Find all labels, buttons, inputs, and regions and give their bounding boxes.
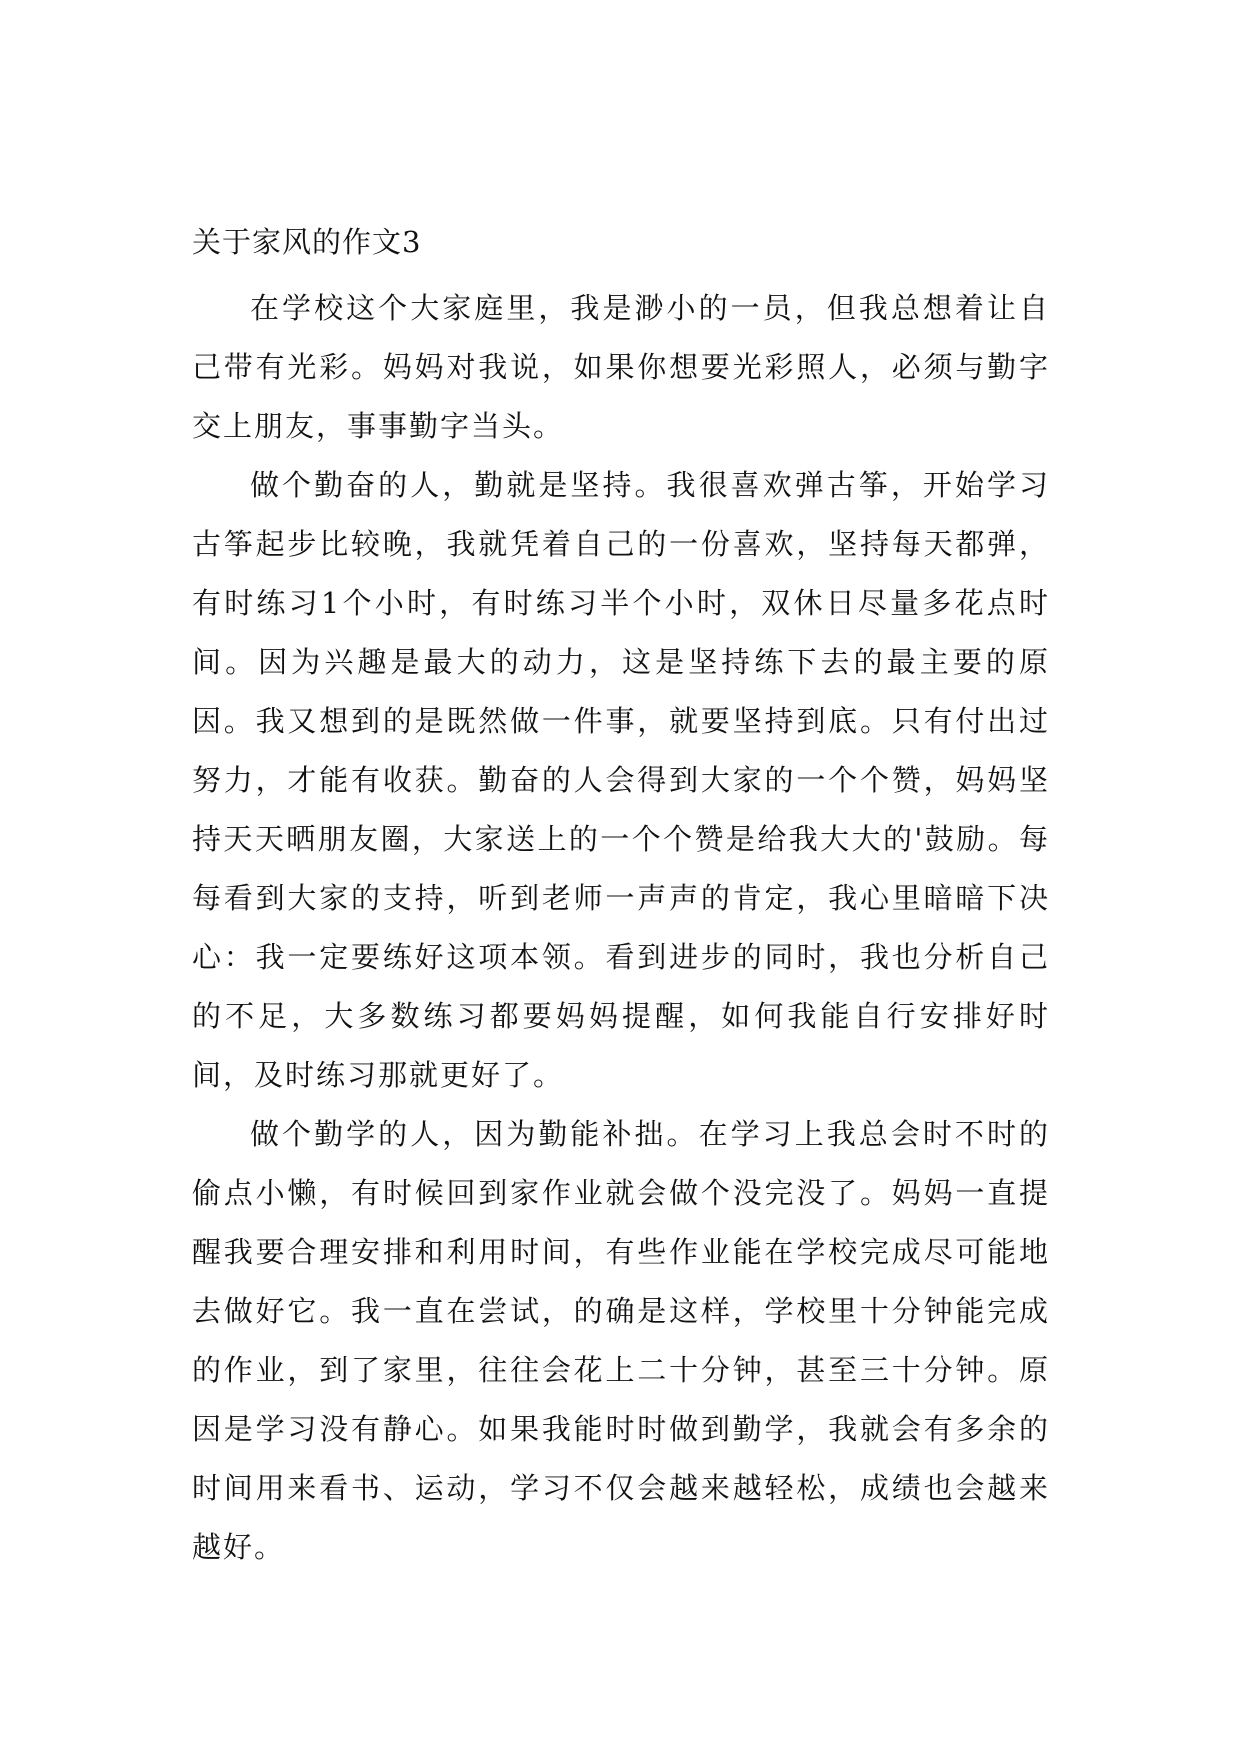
document-body bbox=[192, 222, 1050, 1577]
paragraph-3: 做个勤学的人，因为勤能补拙。在学习上我总会时不时的偷点小懒，有时候回到家作业就会做个没完没了。妈妈一直提醒我要合理安排和利用时间，有些作业能在学校完成尽可能地去做好它。我一直在尝试，的确是这样，学校里十分钟能完成的作业，到了家里，往往会花上二十分钟，甚至三十分钟。原因是学习没有静心。如果我能时时做到勤学，我就会有多余的时间用来看书、运动，学习不仅会越来越轻松，成绩也会越来越好。 bbox=[192, 1117, 1050, 1564]
essay-paragraphs bbox=[192, 279, 1050, 1577]
paragraph-2: 做个勤奋的人，勤就是坚持。我很喜欢弹古筝，开始学习古筝起步比较晚，我就凭着自己的一份喜欢，坚持每天都弹，有时练习1个小时，有时练习半个小时，双休日尽量多花点时间。因为兴趣是最大的动力，这是坚持练下去的最主要的原因。我又想到的是既然做一件事，就要坚持到底。只有付出过努力，才能有收获。勤奋的人会得到大家的一个个赞，妈妈坚持天天晒朋友圈，大家送上的一个个赞是给我大大的'鼓励。每每看到大家的支持，听到老师一声声的肯定，我心里暗暗下决心：我一定要练好这项本领。看到进步的同时，我也分析自己的不足，大多数练习都要妈妈提醒，如何我能自行安排好时间，及时练习那就更好了。 bbox=[192, 468, 1050, 1092]
paragraph-1: 在学校这个大家庭里，我是渺小的一员，但我总想着让自己带有光彩。妈妈对我说，如果你想要光彩照人，必须与勤字交上朋友，事事勤字当头。 bbox=[192, 291, 1050, 443]
document-title: 关于家风的作文3 bbox=[192, 225, 422, 259]
